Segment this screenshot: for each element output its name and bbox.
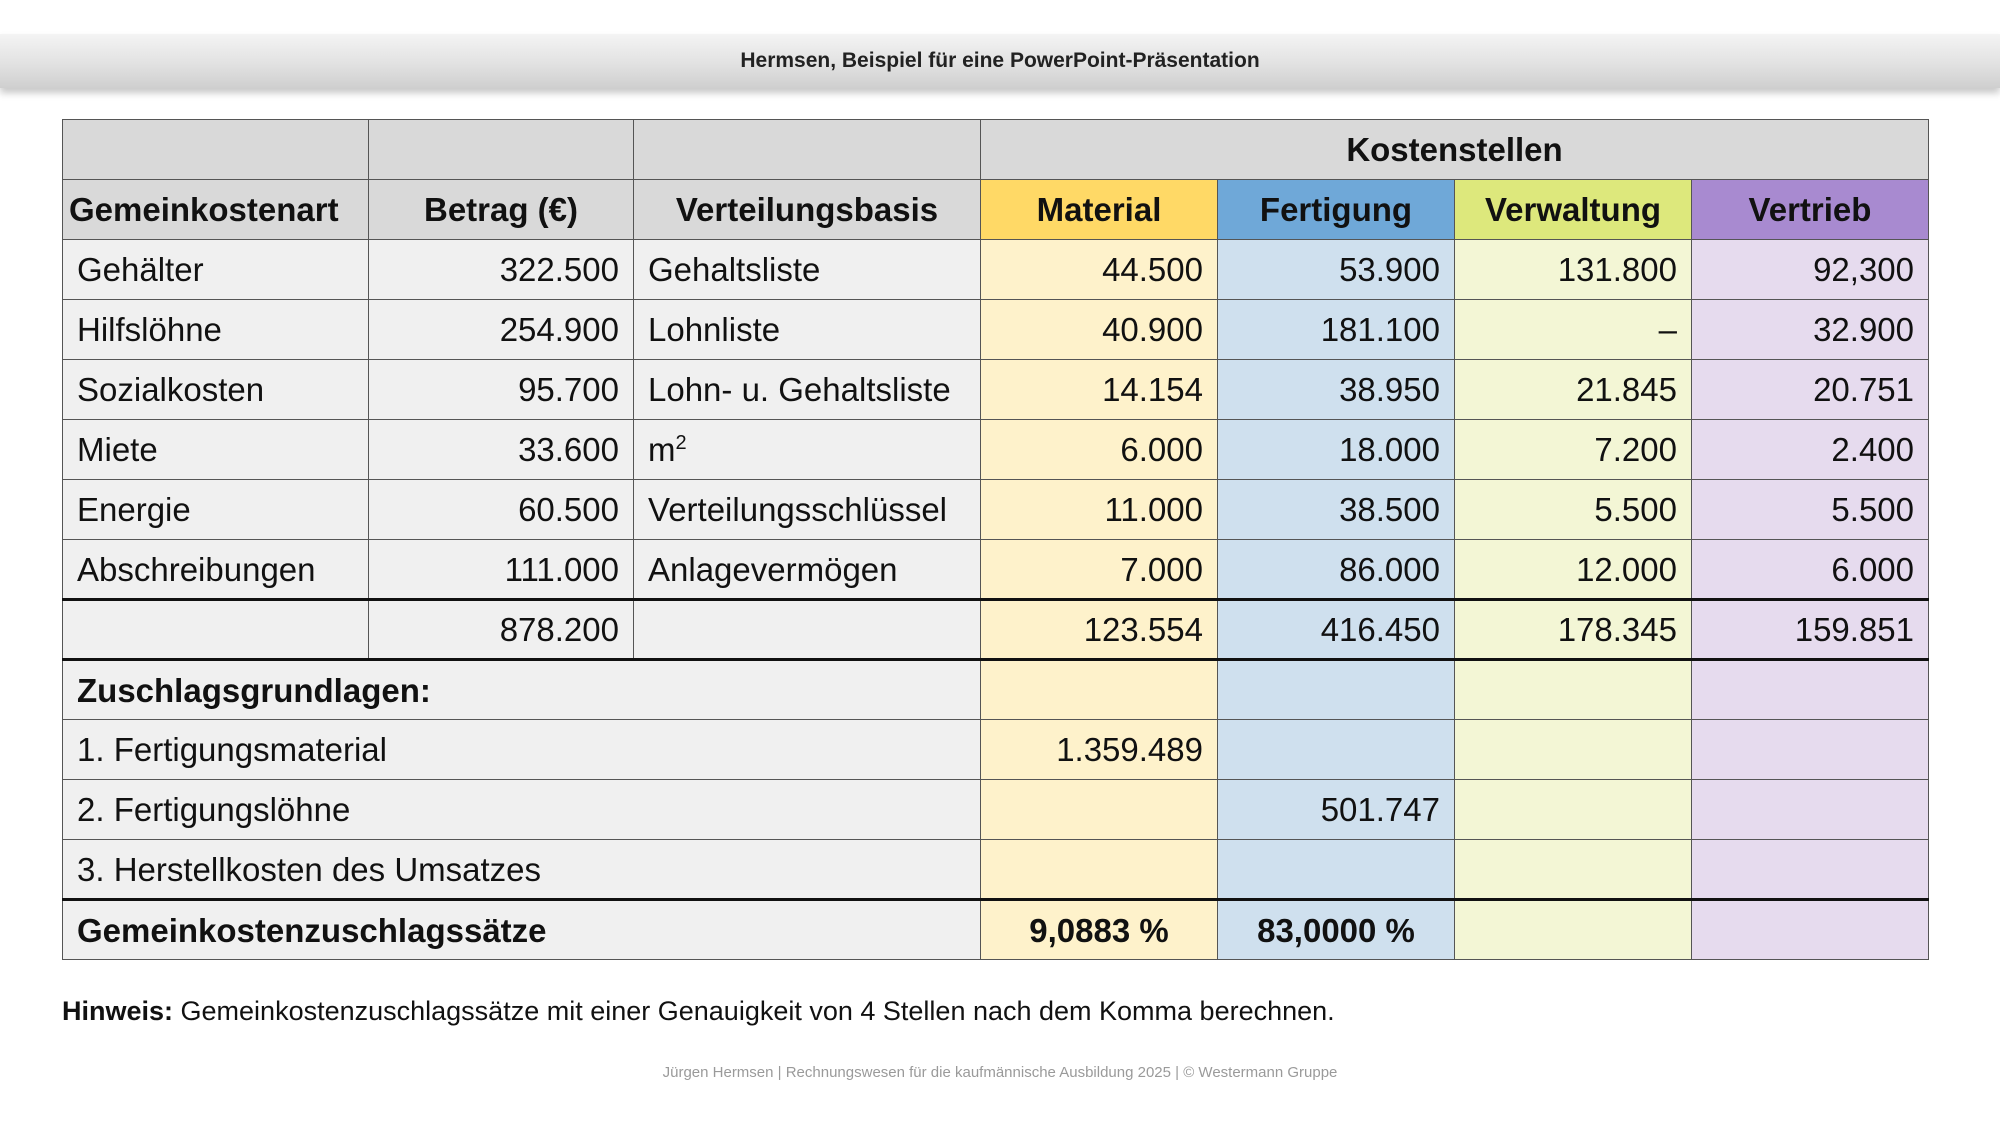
material-cell: 7.000 — [981, 540, 1218, 600]
saetze-row — [63, 900, 1929, 960]
fertigung-cell: 38.950 — [1218, 360, 1455, 420]
fertigung-cell: 18.000 — [1218, 420, 1455, 480]
header-fertigung: Fertigung — [1218, 180, 1455, 240]
fertigung-cell — [1218, 660, 1455, 720]
table-row — [63, 480, 1929, 540]
zuschlag-title: Zuschlagsgrundlagen: — [63, 660, 981, 720]
fertigung-cell — [1218, 720, 1455, 780]
total-amount-cell: 878.200 — [369, 600, 634, 660]
table-row — [63, 420, 1929, 480]
verwaltung-rate-cell — [1455, 900, 1692, 960]
kostenstellen-header: Kostenstellen — [981, 120, 1929, 180]
material-cell — [981, 840, 1218, 900]
verwaltung-cell: 21.845 — [1455, 360, 1692, 420]
vertrieb-cell: 92,300 — [1692, 240, 1929, 300]
cost-type-cell: Abschreibungen — [63, 540, 369, 600]
material-cell: 11.000 — [981, 480, 1218, 540]
saetze-label: Gemeinkostenzuschlagssätze — [63, 900, 981, 960]
verwaltung-cell — [1455, 720, 1692, 780]
total-fertigung-cell: 416.450 — [1218, 600, 1455, 660]
amount-cell: 60.500 — [369, 480, 634, 540]
hint-note — [62, 996, 1335, 1027]
basis-cell — [634, 420, 981, 480]
fertigung-cell: 86.000 — [1218, 540, 1455, 600]
basis-cell: Lohn- u. Gehaltsliste — [634, 360, 981, 420]
fertigung-cell: 38.500 — [1218, 480, 1455, 540]
fertigung-cell: 53.900 — [1218, 240, 1455, 300]
header-gemeinkostenart: Gemeinkostenart — [63, 180, 369, 240]
empty-cell — [634, 600, 981, 660]
basis-text: m — [648, 431, 676, 468]
vertrieb-cell — [1692, 720, 1929, 780]
vertrieb-cell — [1692, 840, 1929, 900]
table-row — [63, 360, 1929, 420]
totals-row — [63, 600, 1929, 660]
empty-header-cell — [63, 120, 369, 180]
verwaltung-cell — [1455, 660, 1692, 720]
header-verwaltung: Verwaltung — [1455, 180, 1692, 240]
material-rate-cell: 9,0883 % — [981, 900, 1218, 960]
amount-cell: 33.600 — [369, 420, 634, 480]
vertrieb-cell: 20.751 — [1692, 360, 1929, 420]
vertrieb-cell: 6.000 — [1692, 540, 1929, 600]
zuschlag-row — [63, 780, 1929, 840]
vertrieb-cell: 2.400 — [1692, 420, 1929, 480]
verwaltung-cell: – — [1455, 300, 1692, 360]
cost-type-cell: Energie — [63, 480, 369, 540]
total-vertrieb-cell: 159.851 — [1692, 600, 1929, 660]
vertrieb-cell: 5.500 — [1692, 480, 1929, 540]
cost-type-cell: Miete — [63, 420, 369, 480]
header-betrag: Betrag (€) — [369, 180, 634, 240]
zuschlag-label: 3. Herstellkosten des Umsatzes — [63, 840, 981, 900]
vertrieb-cell — [1692, 780, 1929, 840]
material-cell: 40.900 — [981, 300, 1218, 360]
amount-cell: 322.500 — [369, 240, 634, 300]
cost-type-cell: Sozialkosten — [63, 360, 369, 420]
empty-header-cell — [634, 120, 981, 180]
verwaltung-cell: 5.500 — [1455, 480, 1692, 540]
verwaltung-cell — [1455, 840, 1692, 900]
amount-cell: 95.700 — [369, 360, 634, 420]
empty-cell — [63, 600, 369, 660]
basis-cell: Verteilungsschlüssel — [634, 480, 981, 540]
cost-type-cell: Gehälter — [63, 240, 369, 300]
material-cell: 44.500 — [981, 240, 1218, 300]
column-header-row — [63, 180, 1929, 240]
total-material-cell: 123.554 — [981, 600, 1218, 660]
zuschlag-row — [63, 720, 1929, 780]
fertigung-cell: 181.100 — [1218, 300, 1455, 360]
material-cell: 1.359.489 — [981, 720, 1218, 780]
fertigung-cell: 501.747 — [1218, 780, 1455, 840]
group-header-row — [63, 120, 1929, 180]
verwaltung-cell: 7.200 — [1455, 420, 1692, 480]
table-row — [63, 240, 1929, 300]
material-cell — [981, 660, 1218, 720]
table-row — [63, 300, 1929, 360]
header-vertrieb: Vertrieb — [1692, 180, 1929, 240]
amount-cell: 111.000 — [369, 540, 634, 600]
material-cell — [981, 780, 1218, 840]
vertrieb-rate-cell — [1692, 900, 1929, 960]
basis-cell: Anlagevermögen — [634, 540, 981, 600]
basis-superscript: 2 — [675, 432, 687, 454]
verwaltung-cell — [1455, 780, 1692, 840]
hint-text: Gemeinkostenzuschlagssätze mit einer Genauigkeit von 4 Stellen nach dem Komma berechnen. — [173, 996, 1335, 1026]
vertrieb-cell: 32.900 — [1692, 300, 1929, 360]
slide-title: Hermsen, Beispiel für eine PowerPoint-Präsentation — [740, 49, 1260, 72]
total-verwaltung-cell: 178.345 — [1455, 600, 1692, 660]
zuschlag-label: 2. Fertigungslöhne — [63, 780, 981, 840]
hint-label: Hinweis: — [62, 996, 174, 1026]
slide-title-bar — [0, 34, 2000, 88]
zuschlag-title-row — [63, 660, 1929, 720]
zuschlag-label: 1. Fertigungsmaterial — [63, 720, 981, 780]
fertigung-cell — [1218, 840, 1455, 900]
cost-allocation-table — [62, 119, 1929, 960]
verwaltung-cell: 131.800 — [1455, 240, 1692, 300]
empty-header-cell — [369, 120, 634, 180]
cost-type-cell: Hilfslöhne — [63, 300, 369, 360]
vertrieb-cell — [1692, 660, 1929, 720]
fertigung-rate-cell: 83,0000 % — [1218, 900, 1455, 960]
header-verteilungsbasis: Verteilungsbasis — [634, 180, 981, 240]
basis-cell: Lohnliste — [634, 300, 981, 360]
verwaltung-cell: 12.000 — [1455, 540, 1692, 600]
footer-text: Jürgen Hermsen | Rechnungswesen für die kaufmännische Ausbildung 2025 | © Westermann Gruppe — [662, 1064, 1338, 1081]
material-cell: 6.000 — [981, 420, 1218, 480]
material-cell: 14.154 — [981, 360, 1218, 420]
basis-cell: Gehaltsliste — [634, 240, 981, 300]
header-material: Material — [981, 180, 1218, 240]
zuschlag-row — [63, 840, 1929, 900]
amount-cell: 254.900 — [369, 300, 634, 360]
table-row — [63, 540, 1929, 600]
